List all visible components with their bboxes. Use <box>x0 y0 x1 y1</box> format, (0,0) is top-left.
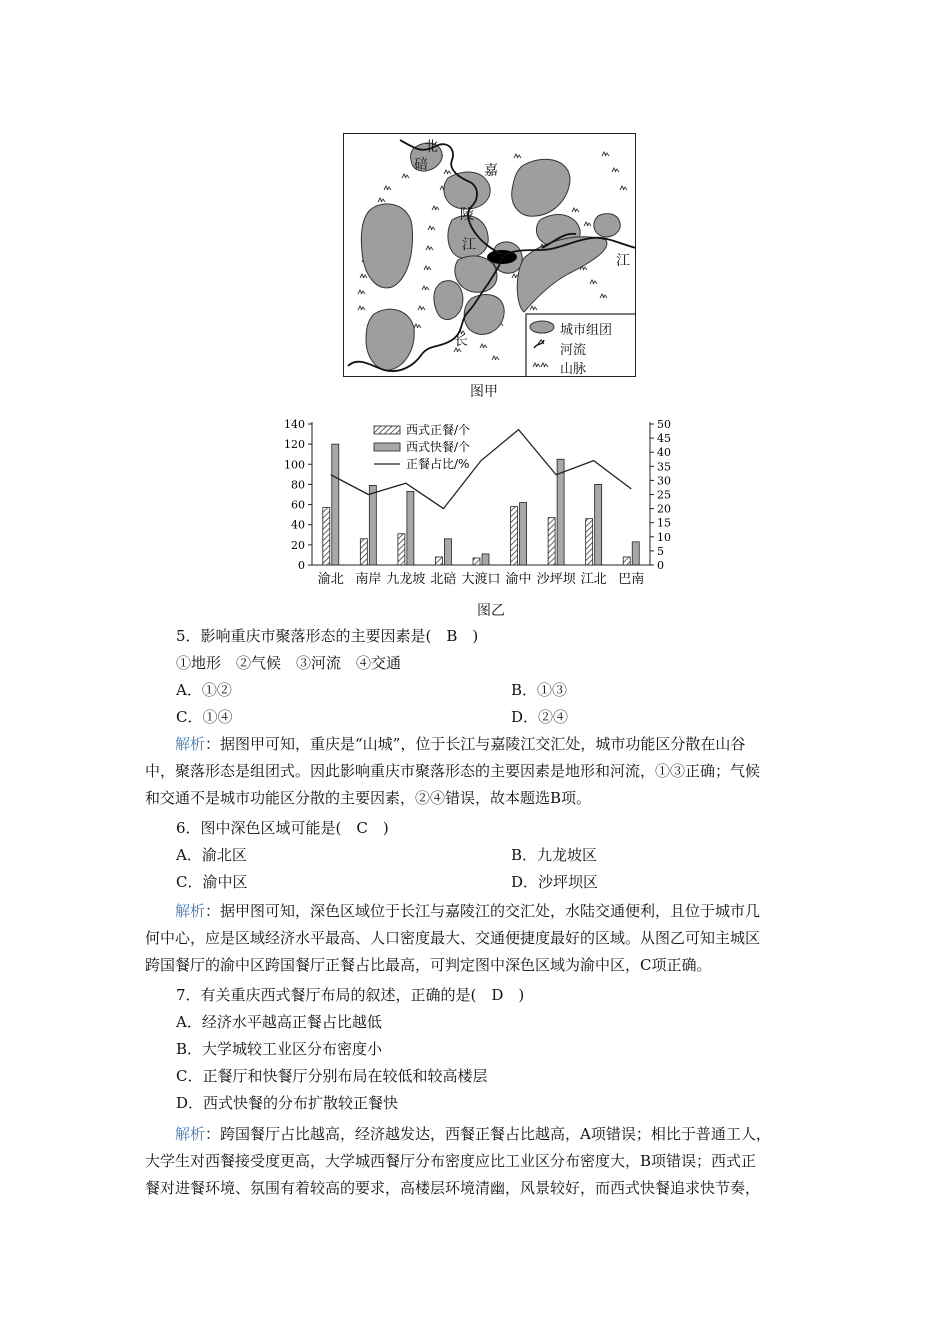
category-label: 江北 <box>580 572 607 587</box>
category-label: 巴南 <box>618 572 645 587</box>
bar-zhengcan <box>511 507 518 565</box>
figure-b-caption: 图乙 <box>477 603 505 619</box>
right-tick-label: 15 <box>657 516 671 530</box>
category-label: 渝北 <box>317 572 344 587</box>
bar-kuaican <box>632 542 639 565</box>
map-label-pei: 碚 <box>414 157 428 173</box>
q6-options-row-2 <box>176 869 816 896</box>
q5-expl-line-2: 中，聚落形态是组团式。因此影响重庆市聚落形态的主要因素是地形和河流，①③正确；气候 <box>145 762 761 780</box>
map-label-jiang-changjiang: 江 <box>616 253 630 269</box>
legend-label-zhengcan: 西式正餐/个 <box>406 423 471 437</box>
bar-kuaican <box>369 485 376 565</box>
q7-explanation <box>145 1121 810 1202</box>
bar-kuaican <box>520 503 527 565</box>
q5-option-b: B．①③ <box>511 681 568 699</box>
q6-stem: 6．图中深色区域可能是( C ) <box>176 819 389 837</box>
bar-kuaican <box>332 444 339 565</box>
q6-options-row-1 <box>176 842 816 869</box>
q5-stem: 5．影响重庆市聚落形态的主要因素是( B ) <box>176 627 479 645</box>
bar-zhengcan <box>473 558 480 565</box>
q5-expl-line-1: ：据图甲可知，重庆是“山城”，位于长江与嘉陵江交汇处，城市功能区分散在山谷 <box>205 735 746 753</box>
right-tick-label: 45 <box>657 432 671 446</box>
legend-gray-swatch <box>374 443 400 451</box>
q7-stem: 7．有关重庆西式餐厅布局的叙述，正确的是( D ) <box>176 986 525 1004</box>
figure-a-map <box>343 133 636 377</box>
left-tick-label: 0 <box>298 559 305 572</box>
category-label: 渝中 <box>505 572 532 587</box>
legend-hatched-swatch <box>374 426 400 434</box>
q5-explanation <box>145 731 810 812</box>
bar-zhengcan <box>323 508 330 565</box>
q6-expl-line-3: 跨国餐厅的渝中区跨国餐厅正餐占比最高，可判定图中深色区域为渝中区，C项正确。 <box>145 956 712 974</box>
q5-options-row-2 <box>176 704 816 731</box>
q6-expl-line-1: ：据甲图可知，深色区域位于长江与嘉陵江的交汇处，水陆交通便利，且位于城市几 <box>205 902 761 920</box>
map-label-chang: 长 <box>454 333 468 349</box>
q6-expl-line-2: 何中心，应是区域经济水平最高、人口密度最大、交通便捷度最好的区域。从图乙可知主城区 <box>145 929 761 947</box>
bar-kuaican <box>557 459 564 565</box>
right-tick-label: 35 <box>657 460 671 474</box>
q7-option-a: A．经济水平越高正餐占比越低 <box>176 1013 382 1031</box>
left-tick-label: 140 <box>284 418 305 431</box>
bar-zhengcan <box>398 534 405 565</box>
legend-mountain-label: 山脉 <box>560 362 587 377</box>
legend-label-zhanbi: 正餐占比/% <box>406 457 470 471</box>
q7-expl-line-3: 餐对进餐环境、氛围有着较高的要求，高楼层环境清幽，风景较好，而西式快餐追求快节奏， <box>145 1179 761 1197</box>
bar-zhengcan <box>548 518 555 565</box>
category-label: 北碚 <box>430 572 457 587</box>
left-tick-label: 60 <box>291 498 305 512</box>
category-label: 南岸 <box>355 572 382 587</box>
q6-option-a: A．渝北区 <box>176 846 247 864</box>
map-label-bei: 北 <box>424 139 438 155</box>
right-tick-label: 5 <box>657 544 664 558</box>
question-5 <box>176 623 816 731</box>
category-label: 九龙坡 <box>386 572 426 587</box>
bar-kuaican <box>482 554 489 565</box>
q7-option-c: C．正餐厅和快餐厅分别布局在较低和较高楼层 <box>176 1067 488 1085</box>
right-tick-label: 20 <box>657 502 671 516</box>
map-label-jiang-jialing: 江 <box>462 237 476 253</box>
q5-option-c: C．①④ <box>176 708 233 726</box>
figure-a-caption: 图甲 <box>470 384 498 400</box>
q6-expl-tag: 解析 <box>175 902 206 920</box>
legend-river-label: 河流 <box>560 343 587 358</box>
right-tick-label: 10 <box>657 530 671 544</box>
figure-b-chart <box>270 412 690 602</box>
category-label: 沙坪坝 <box>536 572 576 587</box>
bar-zhengcan <box>623 557 630 565</box>
q5-expl-line-3: 和交通不是城市功能区分散的主要因素，②④错误，故本题选B项。 <box>145 789 592 807</box>
right-tick-label: 50 <box>657 418 671 431</box>
q5-option-d: D．②④ <box>511 708 569 726</box>
legend-cluster-symbol <box>530 321 554 333</box>
chart-legend <box>374 422 470 471</box>
bar-zhengcan <box>435 557 442 565</box>
left-tick-label: 80 <box>291 478 305 492</box>
q6-option-b: B．九龙坡区 <box>511 846 598 864</box>
legend-cluster-label: 城市组团 <box>560 323 613 338</box>
question-6 <box>176 815 816 896</box>
question-7 <box>176 982 816 1117</box>
right-tick-label: 30 <box>657 474 671 488</box>
q5-option-a: A．①② <box>176 681 232 699</box>
q5-options-row-1 <box>176 677 816 704</box>
q5-factors: ①地形 ②气候 ③河流 ④交通 <box>176 654 402 672</box>
q7-option-d: D．西式快餐的分布扩散较正餐快 <box>176 1094 399 1112</box>
q7-expl-line-1: ：跨国餐厅占比越高，经济越发达，西餐正餐占比越高，A项错误；相比于普通工人， <box>205 1125 771 1143</box>
q7-expl-line-2: 大学生对西餐接受度更高，大学城西餐厅分布密度应比工业区分布密度大，B项错误；西式正 <box>145 1152 757 1170</box>
q6-explanation <box>145 898 810 979</box>
left-tick-label: 120 <box>284 438 305 452</box>
left-tick-label: 20 <box>291 538 305 552</box>
bar-zhengcan <box>360 539 367 565</box>
q5-expl-tag: 解析 <box>175 735 206 753</box>
bar-kuaican <box>444 539 451 565</box>
right-tick-label: 0 <box>657 559 664 572</box>
q7-option-b: B．大学城较工业区分布密度小 <box>176 1040 383 1058</box>
right-tick-label: 25 <box>657 488 671 502</box>
map-label-jia: 嘉 <box>484 163 498 179</box>
left-tick-label: 100 <box>284 458 305 472</box>
category-label: 大渡口 <box>461 572 501 587</box>
legend-label-kuaican: 西式快餐/个 <box>406 440 471 454</box>
bar-zhengcan <box>586 519 593 565</box>
chart-svg <box>270 412 690 602</box>
map-label-ling: 陵 <box>460 207 474 223</box>
right-tick-label: 40 <box>657 446 671 460</box>
q6-option-c: C．渝中区 <box>176 873 248 891</box>
q6-option-d: D．沙坪坝区 <box>511 873 599 891</box>
q7-expl-tag: 解析 <box>175 1125 206 1143</box>
bar-kuaican <box>595 484 602 565</box>
left-tick-label: 40 <box>291 518 305 532</box>
bar-kuaican <box>407 491 414 565</box>
